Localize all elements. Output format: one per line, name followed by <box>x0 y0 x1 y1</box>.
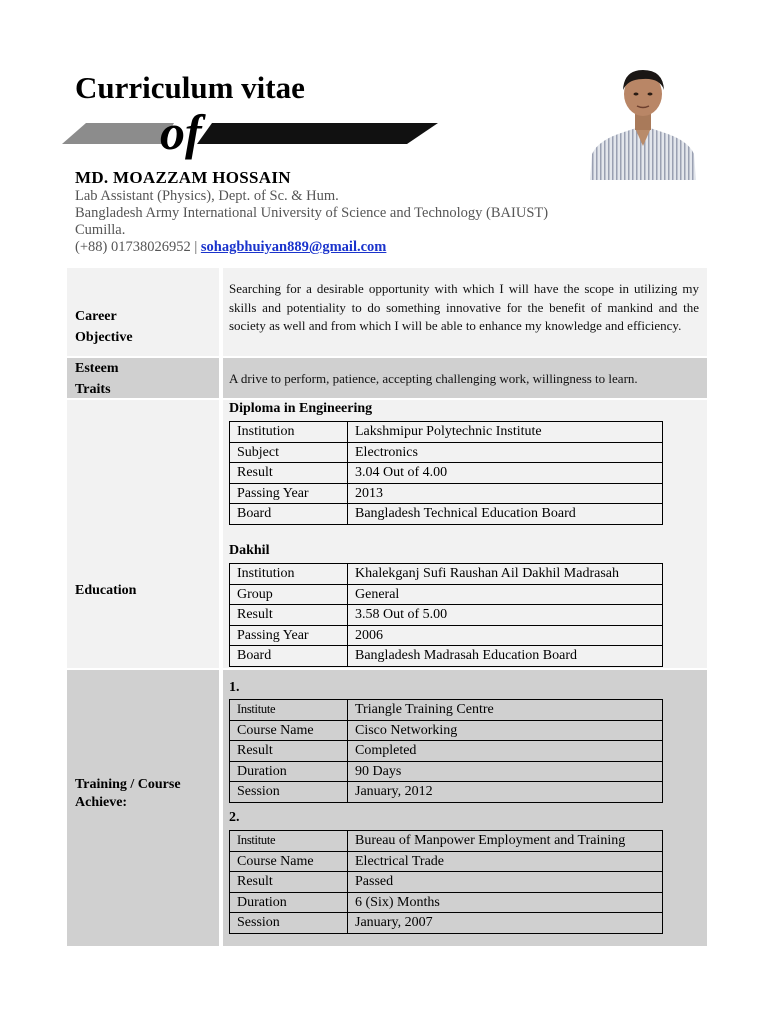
table-value: January, 2012 <box>348 782 663 803</box>
job-position: Lab Assistant (Physics), Dept. of Sc. & Hum. <box>75 188 339 204</box>
table-row <box>230 422 663 443</box>
email-link[interactable]: sohagbhuiyan889@gmail.com <box>200 239 387 255</box>
title-banner <box>62 112 438 160</box>
table-row <box>230 892 663 913</box>
education-heading-diploma: Diploma in Engineering <box>229 401 373 416</box>
table-value: Khalekganj Sufi Raushan Ail Dakhil Madrasah <box>348 564 663 585</box>
table-value: 6 (Six) Months <box>348 892 663 913</box>
table-key: Institute <box>230 831 348 852</box>
table-value: Passed <box>348 872 663 893</box>
education-table-dakhil <box>229 563 663 667</box>
training-table-2 <box>229 830 663 934</box>
phone-number: (+88) 01738026952 <box>75 239 191 255</box>
table-row <box>230 442 663 463</box>
table-row <box>230 720 663 741</box>
table-key: Passing Year <box>230 483 348 504</box>
table-row <box>230 646 663 667</box>
table-row <box>230 625 663 646</box>
table-value: Bangladesh Technical Education Board <box>348 504 663 525</box>
esteem-traits-value-cell <box>223 358 707 398</box>
table-row <box>230 584 663 605</box>
table-row <box>230 851 663 872</box>
table-row <box>230 700 663 721</box>
of-text: of <box>160 112 202 160</box>
table-value: 3.04 Out of 4.00 <box>348 463 663 484</box>
table-key: Course Name <box>230 851 348 872</box>
phone-email-line <box>75 239 548 256</box>
table-row <box>230 761 663 782</box>
training-heading-2: 2. <box>229 810 240 825</box>
training-value-cell <box>223 670 707 946</box>
table-key: Session <box>230 782 348 803</box>
page-title: Curriculum vitae <box>75 70 305 105</box>
table-key: Passing Year <box>230 625 348 646</box>
person-name: MD. MOAZZAM HOSSAIN <box>75 168 291 187</box>
table-key: Institute <box>230 700 348 721</box>
contact-block <box>75 188 548 256</box>
table-key: Board <box>230 646 348 667</box>
table-row <box>230 463 663 484</box>
table-key: Institution <box>230 564 348 585</box>
table-key: Duration <box>230 761 348 782</box>
esteem-traits-row <box>67 358 707 398</box>
table-row <box>230 782 663 803</box>
table-row <box>230 605 663 626</box>
table-value: 90 Days <box>348 761 663 782</box>
training-label: Training / Course Achieve: <box>75 777 181 810</box>
training-heading-1: 1. <box>229 680 240 695</box>
table-value: Lakshmipur Polytechnic Institute <box>348 422 663 443</box>
education-label: Education <box>75 583 137 598</box>
career-objective-label: Career Objective <box>75 309 133 345</box>
table-value: Cisco Networking <box>348 720 663 741</box>
table-key: Result <box>230 605 348 626</box>
table-key: Session <box>230 913 348 934</box>
table-row <box>230 564 663 585</box>
table-row <box>230 504 663 525</box>
esteem-traits-label: Esteem Traits <box>75 361 119 397</box>
training-table-1 <box>229 699 663 803</box>
institution-name: Bangladesh Army International University of Science and Technology (BAIUST) <box>75 205 549 221</box>
education-table-diploma <box>229 421 663 525</box>
table-value: 2006 <box>348 625 663 646</box>
separator: | <box>194 239 198 255</box>
city: Cumilla. <box>75 222 126 238</box>
table-key: Board <box>230 504 348 525</box>
esteem-traits-label-cell <box>67 358 219 398</box>
table-row <box>230 872 663 893</box>
table-value: Completed <box>348 741 663 762</box>
education-row <box>67 400 707 668</box>
esteem-traits-text: A drive to perform, patience, accepting challenging work, willingness to learn. <box>229 371 638 386</box>
training-label-cell <box>67 670 219 946</box>
table-value: Electrical Trade <box>348 851 663 872</box>
career-objective-row <box>67 268 707 356</box>
table-key: Result <box>230 872 348 893</box>
table-key: Subject <box>230 442 348 463</box>
career-objective-value-cell <box>223 268 707 356</box>
table-key: Institution <box>230 422 348 443</box>
table-key: Result <box>230 463 348 484</box>
table-value: January, 2007 <box>348 913 663 934</box>
table-value: 2013 <box>348 483 663 504</box>
career-objective-text: Searching for a desirable opportunity with which I will have the scope in utilizing my skills and potentiality to do something innovative for the benefit of mankind and the society as well and from which I will be able to enhance my knowledge and efficiency. <box>229 281 699 333</box>
table-value: Bureau of Manpower Employment and Training <box>348 831 663 852</box>
table-key: Course Name <box>230 720 348 741</box>
table-key: Group <box>230 584 348 605</box>
education-value-cell <box>223 400 707 668</box>
table-value: 3.58 Out of 5.00 <box>348 605 663 626</box>
table-value: Electronics <box>348 442 663 463</box>
table-key: Result <box>230 741 348 762</box>
profile-photo <box>588 66 698 180</box>
table-value: Bangladesh Madrasah Education Board <box>348 646 663 667</box>
table-row <box>230 913 663 934</box>
table-row <box>230 483 663 504</box>
training-row <box>67 670 707 946</box>
table-row <box>230 831 663 852</box>
table-value: General <box>348 584 663 605</box>
table-row <box>230 741 663 762</box>
table-key: Duration <box>230 892 348 913</box>
career-objective-label-cell <box>67 268 219 356</box>
education-label-cell <box>67 400 219 668</box>
education-heading-dakhil: Dakhil <box>229 543 270 558</box>
table-value: Triangle Training Centre <box>348 700 663 721</box>
